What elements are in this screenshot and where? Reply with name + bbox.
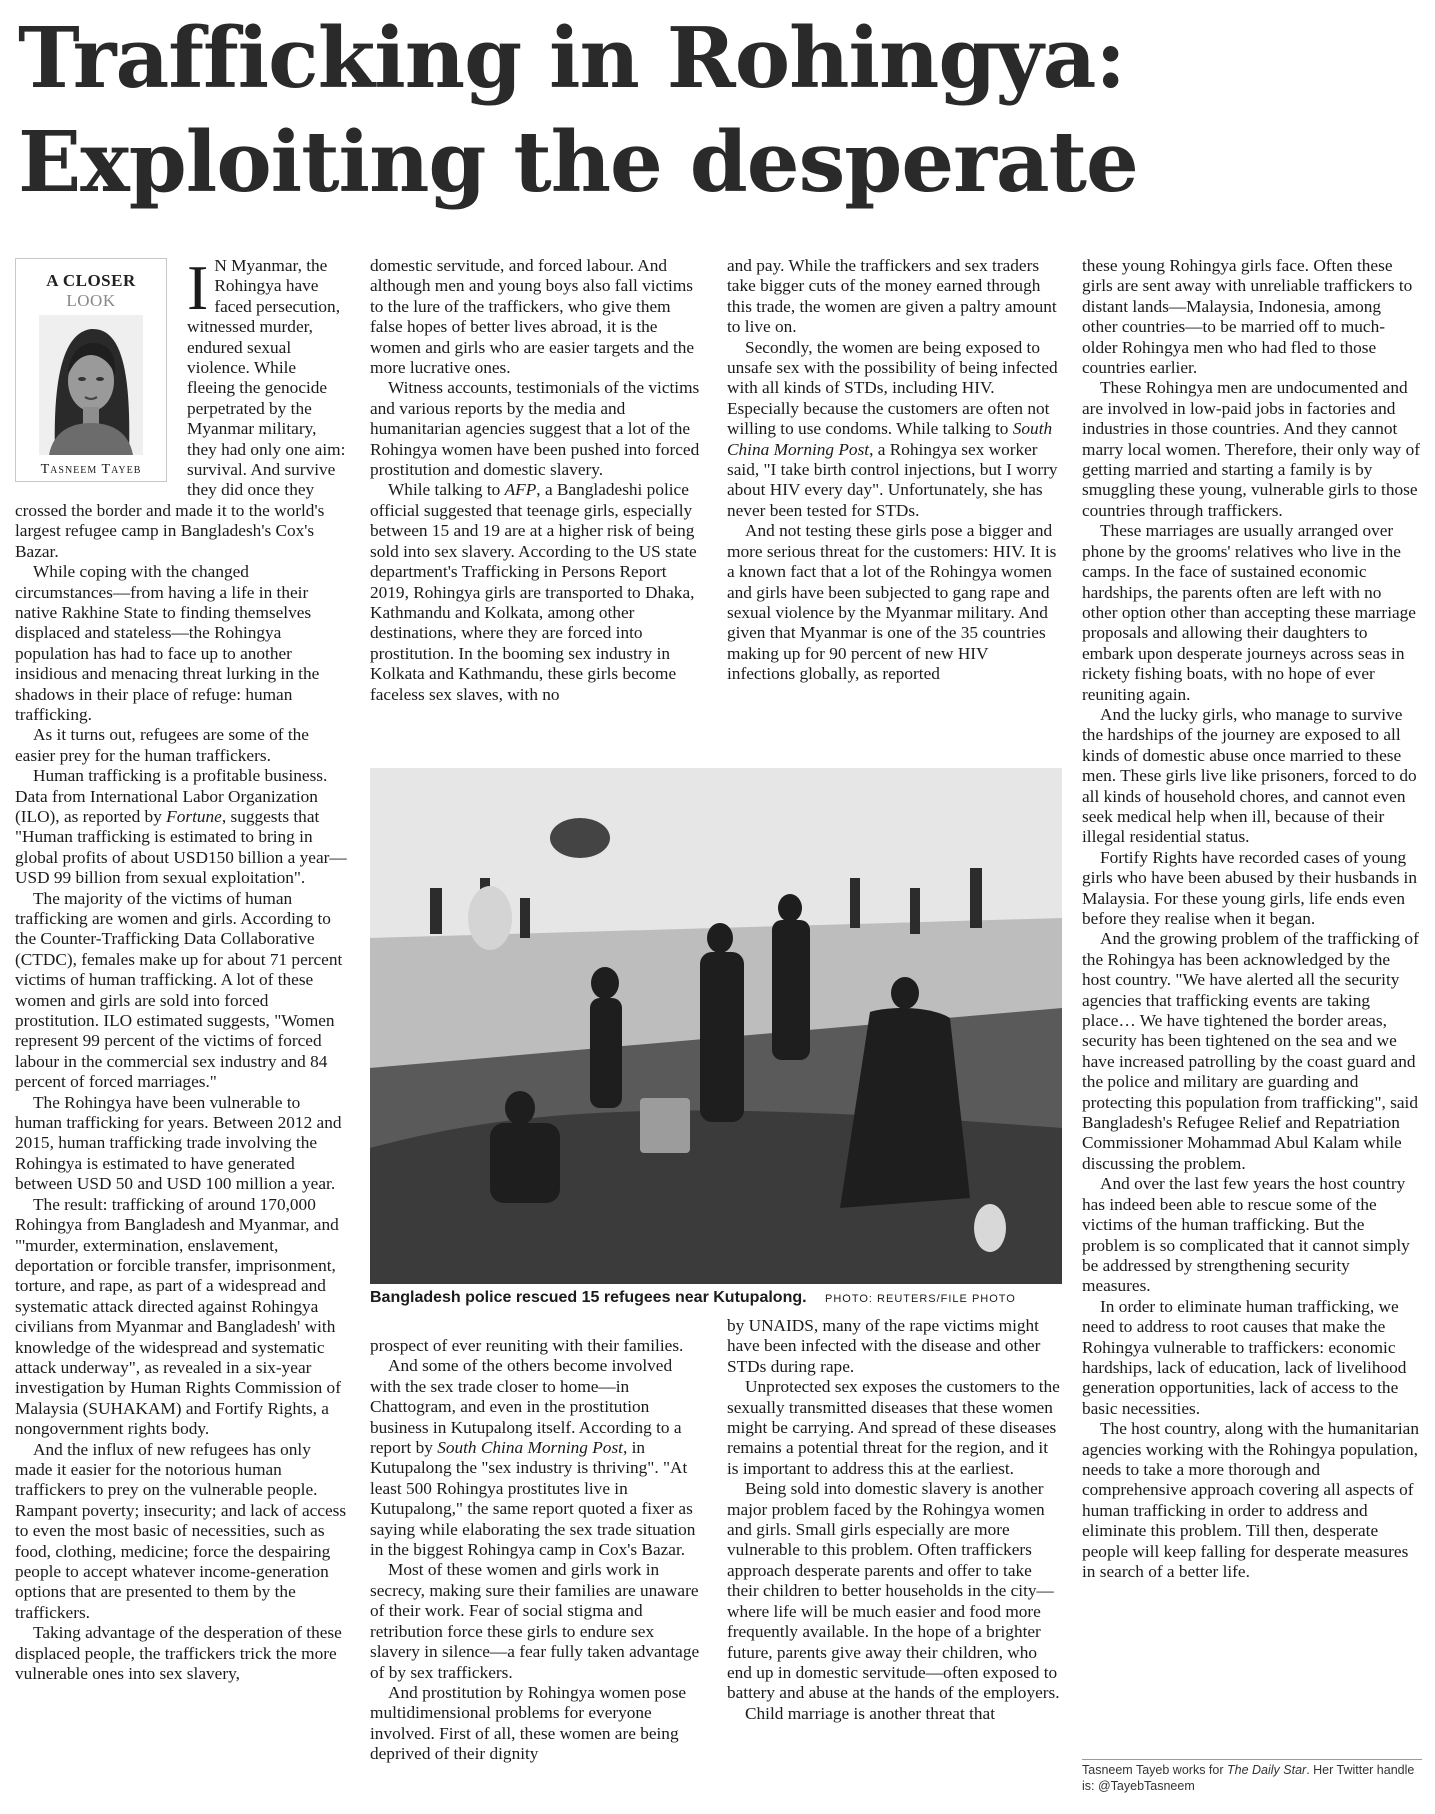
paragraph: Unprotected sex exposes the customers to the sexually transmitted diseases that these women might be carrying. And spread of these diseases remains a potential threat for the region, and it is important to address this at the earliest. <box>727 1377 1060 1478</box>
paragraph: by UNAIDS, many of the rape victims might have been infected with the disease and other STDs during rape. <box>727 1316 1041 1376</box>
lead-paragraph: N Myanmar, the Rohingya have faced persecution, witnessed murder, endured sexual violence. While fleeing the genocide perpetrated by the Myanmar military, they had only one aim: survival. And survive they did once they crossed the border and made it to the world's largest refugee camp in Bangladesh's Cox's Bazar. <box>15 256 346 561</box>
article-column-3-bottom <box>727 1316 1060 1812</box>
paragraph: The majority of the victims of human trafficking are women and girls. According to the Counter-Trafficking Data Collaborative (CTDC), females make up for about 71 percent victims of human trafficking. A lot of these women and girls are sold into forced prostitution. ILO estimated suggests, "Women represent 99 percent of the victims of forced labour in the commercial sex industry and 84 percent of forced marriages." <box>15 888 343 1092</box>
paragraph: And not testing these girls pose a bigger and more serious threat for the customers: HIV. It is a known fact that a lot of the Rohingya women and girls have been subjected to gang rape and sexual violence by the Myanmar military. And given that Myanmar is one of the 35 countries making up for 90 percent of new HIV infections globally, as reported <box>727 521 1057 684</box>
author-name: Tasneem Tayeb <box>40 462 142 477</box>
paragraph: While talking to AFP, a Bangladeshi police official suggested that teenage girls, especially between 15 and 19 are at a higher risk of being sold into sex slavery. According to the US state department's Trafficking in Persons Report 2019, Rohingya girls are transported to Dhaka, Kathmandu and Kolkata, among other destinations, where they are forced into prostitution. In the booming sex industry in Kolkata and Kathmandu, these girls become faceless sex slaves, with no <box>370 480 697 704</box>
paragraph: Human trafficking is a profitable business. Data from International Labor Organization (ILO), as reported by Fortune, suggests that "Human trafficking is estimated to bring in global profits of about USD150 billion a year—USD 99 billion from sexual exploitation". <box>15 766 347 888</box>
paragraph: And the lucky girls, who manage to survive the hardships of the journey are exposed to all kinds of domestic abuse once married to these men. These girls live like prisoners, forced to do all kinds of household chores, and cannot even seek medical help when ill, because of their illegal residential status. <box>1082 704 1417 847</box>
paragraph: domestic servitude, and forced labour. And although men and young boys also fall victims to the lure of the traffickers, who give them false hopes of better lives abroad, it is the women and girls who are easier targets and the more lucrative ones. <box>370 256 695 378</box>
author-bio: Tasneem Tayeb works for The Daily Star. Her Twitter handle is: @TayebTasneem <box>1082 1763 1415 1793</box>
news-photo <box>370 768 1062 1284</box>
paragraph: These Rohingya men are undocumented and are involved in low-paid jobs in factories and industries in those countries. And they cannot marry local women. Therefore, their only way of getting married and starting a family is by smuggling these young, vulnerable girls to those countries through traffickers. <box>1082 378 1420 520</box>
article-column-1 <box>15 256 348 1812</box>
paragraph: As it turns out, refugees are some of the easier prey for the human traffickers. <box>15 725 309 765</box>
article-column-2-bottom <box>370 1336 703 1812</box>
headline <box>18 6 1418 214</box>
paragraph: and pay. While the traffickers and sex traders take bigger cuts of the money earned through this trade, the women are given a paltry amount to live on. <box>727 256 1057 337</box>
headline-line-1: Trafficking in Rohingya: <box>18 9 1126 107</box>
refugees-photo-icon <box>370 768 1062 1284</box>
paragraph: The host country, along with the humanitarian agencies working with the Rohingya population, needs to take a more thorough and comprehensive approach covering all aspects of human trafficking in order to address and eliminate this problem. Till then, desperate people will keep falling for desperate measures in search of a better life. <box>1082 1419 1419 1581</box>
paragraph: these young Rohingya girls face. Often these girls are sent away with unreliable traffickers to distant lands—Malaysia, Indonesia, among other countries—to be married off to much-older Rohingya men who had fled to those countries earlier. <box>1082 256 1413 378</box>
photo-credit: PHOTO: REUTERS/FILE PHOTO <box>825 1293 1016 1305</box>
paragraph: Taking advantage of the desperation of these displaced people, the traffickers trick the more vulnerable ones into sex slavery, <box>15 1623 342 1684</box>
footer-divider <box>1082 1759 1422 1760</box>
paragraph: While coping with the changed circumstances—from having a life in their native Rakhine State to finding themselves displaced and stateless—the Rohingya population has had to face up to another insidious and menacing threat lurking in the shadows in their place of refuge: human trafficking. <box>15 562 320 724</box>
paragraph: Being sold into domestic slavery is another major problem faced by the Rohingya women and girls. Small girls especially are more vulnerable to this problem. Often traffickers approach desperate parents and offer to take their children to better households in the city—where life will be much easier and food more frequently available. In the hope of a brighter future, parents give away their children, who end up in domestic servitude—often exposed to battery and abuse at the hands of the employers. <box>727 1479 1060 1703</box>
paragraph: Fortify Rights have recorded cases of young girls who have been abused by their husbands in Malaysia. For these young girls, life ends even before they realise when it began. <box>1082 847 1417 928</box>
paragraph: In order to eliminate human trafficking, we need to address to root causes that make the Rohingya vulnerable to traffickers: economic hardships, lack of education, lack of livelihood generation opportunities, lack of access to the basic necessities. <box>1082 1296 1407 1418</box>
drop-cap: I <box>187 256 209 323</box>
photo-caption <box>370 1287 1062 1311</box>
paragraph: The Rohingya have been vulnerable to human trafficking for years. Between 2012 and 2015, human trafficking trade involving the Rohingya is estimated to have generated between USD 50 and USD 100 million a year. <box>15 1092 342 1194</box>
paragraph: And the growing problem of the trafficking of the Rohingya has been acknowledged by the host country. "We have alerted all the security agencies that trafficking events are taking place… We have tightened the border areas, security has been tightened on the sea and we have increased patrolling by the coast guard and the police and military are guarding and protecting this population from trafficking", said Bangladesh's Refugee Relief and Repatriation Commissioner Mohammad Abul Kalam while discussing the problem. <box>1082 929 1419 1173</box>
paragraph: Secondly, the women are being exposed to unsafe sex with the possibility of being infected with all kinds of STDs, including HIV. Especially because the customers are often not willing to use condoms. While talking to South China Morning Post, a Rohingya sex worker said, "I take birth control injections, but I worry about HIV every day". Unfortunately, she has never been tested for STDs. <box>727 337 1058 520</box>
paragraph: Most of these women and girls work in secrecy, making sure their families are unaware of their work. Fear of social stigma and retribution force these girls to endure sex slavery in silence—a fear fully taken advantage of by sex traffickers. <box>370 1560 700 1682</box>
paragraph: And the influx of new refugees has only made it easier for the notorious human traffickers to prey on the vulnerable people. Rampant poverty; insecurity; and lack of access to even the most basic of necessities, such as food, clothing, medicine; force the despairing people to accept whatever income-generation options that are presented to them by the traffickers. <box>15 1439 347 1622</box>
headline-line-2: Exploiting the desperate <box>18 113 1138 211</box>
paragraph: And some of the others become involved with the sex trade closer to home—in Chattogram, and even in the prostitution business in Kutupalong itself. According to a report by South China Morning Post, in Kutupalong the "sex industry is thriving". "At least 500 Rohingya prostitutes live in Kutupalong," the same report quoted a fixer as saying while elaborating the sex trade situation in the biggest Rohingya camp in Cox's Bazar. <box>370 1356 696 1560</box>
author-portrait-icon <box>39 315 143 455</box>
paragraph: And over the last few years the host country has indeed been able to rescue some of the victims of the human trafficking. But the problem is so complicated that it cannot simply be addressed by strengthening security measures. <box>1082 1174 1410 1296</box>
column-kicker: A CLOSER <box>46 271 136 290</box>
caption-text: Bangladesh police rescued 15 refugees near Kutupalong. <box>370 1289 807 1306</box>
article-column-4 <box>1082 256 1420 1754</box>
paragraph: Child marriage is another threat that <box>745 1703 996 1723</box>
article-column-2-top <box>370 256 703 746</box>
paragraph: And prostitution by Rohingya women pose multidimensional problems for everyone involved. First of all, these women are being deprived of their dignity <box>370 1682 687 1764</box>
paragraph: These marriages are usually arranged over phone by the grooms' relatives who live in the camps. In the face of sustained economic hardships, the parents often are left with no other option other than accepting these marriage proposals and allowing their daughters to embark upon desperate journeys across seas in rickety fishing boats, with no hope of ever reuniting again. <box>1082 521 1416 704</box>
column-kicker-sub: LOOK <box>66 291 116 310</box>
paragraph: prospect of ever reuniting with their families. <box>370 1336 684 1355</box>
paragraph: The result: trafficking of around 170,000 Rohingya from Bangladesh and Myanmar, and "'murder, extermination, enslavement, deportation or forcible transfer, imprisonment, torture, and rape, as part of a widespread and systematic attack directed against Rohingya civilians from Myanmar and Bangladesh' with knowledge of the widespread and systematic attack underway", as revealed in a six-year investigation by Human Rights Commission of Malaysia (SUHAKAM) and Fortify Rights, a nongovernment rights body. <box>15 1194 341 1439</box>
author-portrait <box>39 315 143 455</box>
column-box <box>15 258 167 482</box>
article-column-3-top <box>727 256 1060 746</box>
paragraph: Witness accounts, testimonials of the victims and various reports by the media and humanitarian agencies suggest that a lot of the Rohingya women have been pushed into forced prostitution and domestic slavery. <box>370 378 700 480</box>
